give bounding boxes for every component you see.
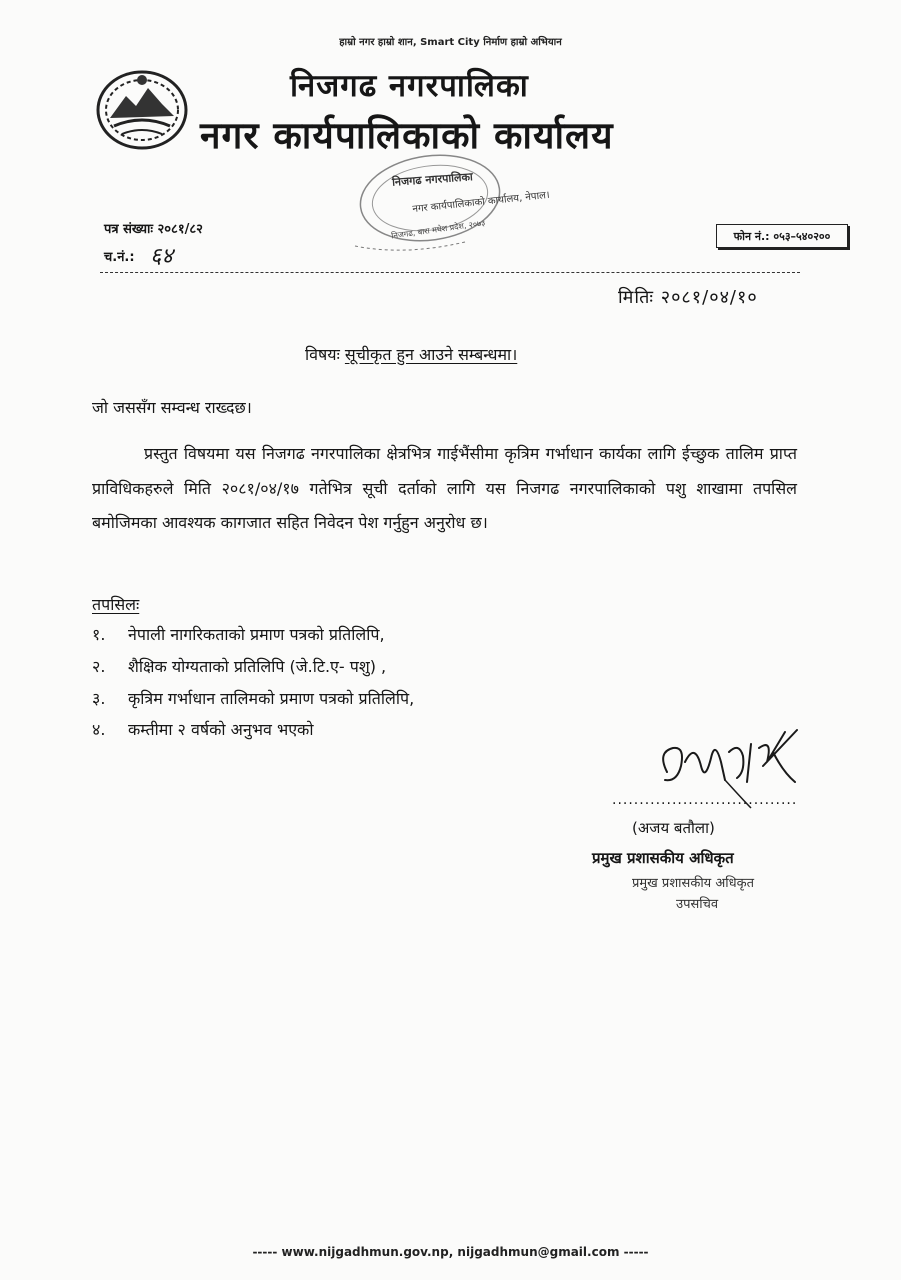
list-item-number: ३. — [92, 689, 106, 708]
stamp-text: नगर कार्यपालिकाको कार्यालय, नेपाल। — [411, 189, 551, 216]
stamp-text: निजगढ, बारा मधेश प्रदेश, २०७३ — [390, 218, 486, 241]
designation-seal: उपसचिव — [676, 897, 719, 912]
list-item — [92, 655, 386, 677]
list-item-text: शैक्षिक योग्यताको प्रतिलिपि (जे.टि.ए- पशु) , — [128, 657, 387, 676]
list-item-text: कृत्रिम गर्भाधान तालिमको प्रमाण पत्रको प्रतिलिपि, — [128, 689, 415, 708]
list-item-number: ४. — [92, 720, 106, 739]
list-item-number: १. — [92, 625, 106, 644]
letter-body: प्रस्तुत विषयमा यस निजगढ नगरपालिका क्षेत्रभित्र गाईभैंसीमा कृत्रिम गर्भाधान कार्यका लागि ईच्छुक तालिम प्राप्त प्राविधिकहरुले मिति २०८१/०४/१७ गतेभित्र सूची दर्ताको लागि यस निजगढ नगरपालिकाको पशु शाखामा तपसिल बमोजिमका आवश्यक कागजात सहित निवेदन पेश गर्नुहुन अनुरोध छ। — [92, 444, 797, 532]
letter-subject — [305, 343, 517, 365]
subject-label: विषयः — [305, 345, 340, 364]
stamp-text: निजगढ नगरपालिका — [391, 170, 474, 189]
signer-name: (अजय बतौला) — [632, 819, 715, 837]
dispatch-number: ६४ — [150, 244, 173, 269]
designation-seal: प्रमुख प्रशासकीय अधिकृत — [632, 876, 755, 891]
header-tagline: हाम्रो नगर हाम्रो शान, Smart City निर्माण हाम्रो अभियान — [339, 37, 562, 48]
organization-name: निजगढ नगरपालिका — [290, 68, 529, 104]
office-name: नगर कार्यपालिकाको कार्यालय — [200, 114, 614, 157]
signature-line: .................................. — [612, 792, 798, 808]
phone-number-box: फोन नं.: ०५३–५४०२०० — [716, 224, 848, 248]
list-item-text: नेपाली नागरिकताको प्रमाण पत्रको प्रतिलिपि, — [128, 625, 385, 644]
list-item — [92, 623, 385, 645]
nepal-emblem-logo — [92, 66, 192, 152]
signer-title: प्रमुख प्रशासकीय अधिकृत — [592, 849, 734, 867]
list-item-text: कम्तीमा २ वर्षको अनुभव भएको — [128, 720, 314, 739]
dispatch-label: च.नं.: — [104, 250, 135, 265]
list-item-number: २. — [92, 657, 106, 676]
reference-number: पत्र संख्याः २०८१/८२ — [104, 222, 203, 237]
header-divider — [100, 272, 800, 273]
subject-text: सूचीकृत हुन आउने सम्बन्धमा। — [344, 345, 518, 364]
letter-date: मितिः २०८१/०४/१० — [618, 287, 758, 308]
list-item — [92, 718, 313, 740]
details-heading: तपसिलः — [92, 595, 140, 614]
salutation: जो जससँग सम्वन्ध राख्दछ। — [92, 398, 252, 417]
list-item — [92, 687, 414, 709]
footer-contact: ----- www.nijgadhmun.gov.np, nijgadhmun@gmail.com ----- — [252, 1245, 649, 1259]
